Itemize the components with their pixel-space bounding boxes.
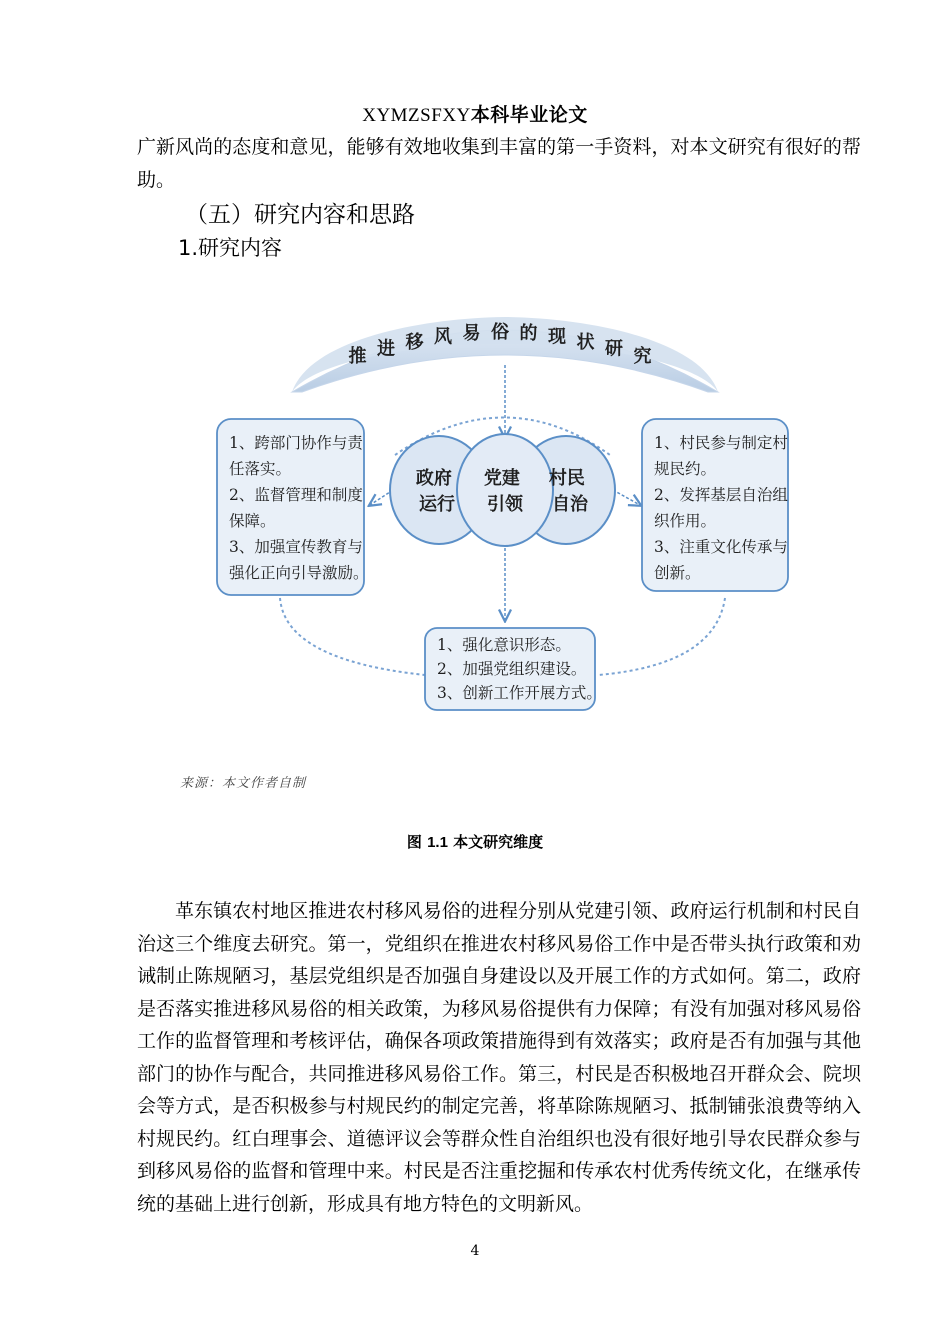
bottom-box-text: 1、强化意识形态。 2、加强党组织建设。 3、创新工作开展方式。 (437, 636, 602, 702)
section-heading: （五）研究内容和思路 (185, 202, 415, 228)
arc-title-char: 现 (548, 326, 571, 348)
body-paragraph: 革东镇农村地区推进农村移风易俗的进程分别从党建引领、政府运行机制和村民自治这三个维度去研究。第一，党组织在推进农村移风易俗工作中是否带头执行政策和劝诫制止陈规陋习，基层党组织是否加强自身建设以及开展工作的方式如何。第二，政府是否落实推进移风易俗的相关政策，为移风易俗提供有力保障；有没有加强对移风易俗工作的监督管理和考核评估，确保各项政策措施得到有效落实；政府是否有加强与其他部门的协作与配合，共同推进移风易俗工作。第三，村民是否积极地召开群众会、院坝会等方式，是否积极参与村规民约的制定完善，将革除陈规陋习、抵制铺张浪费等纳入村规民约。红白理事会、道德评议会等群众性自治组织也没有很好地引导农民群众参与到移风易俗的监督和管理中来。村民是否注重挖掘和传承农村优秀传统文化，在继承传统的基础上进行创新，形成具有地方特色的文明新风。 (137, 900, 861, 1215)
intro-paragraph: 广新风尚的态度和意见，能够有效地收集到丰富的第一手资料，对本文研究有很好的帮助。 (137, 136, 861, 191)
figure-caption (0, 831, 950, 852)
arc-title-char: 俗 (491, 322, 514, 343)
circle-government-label: 政府 运行 (415, 468, 455, 515)
figure-number: 1.1 (427, 834, 448, 851)
arc-title-char: 推 (348, 346, 372, 367)
arc-title-char: 的 (519, 323, 543, 345)
arc-title-char: 状 (576, 331, 600, 353)
dashed-connector-bottom-right (598, 598, 725, 675)
circle-villagers-label: 村民 自治 (548, 468, 588, 515)
header-chinese: 本科毕业论文 (470, 104, 588, 126)
arc-title-char: 移 (405, 331, 429, 353)
figure-label: 图 (406, 833, 428, 851)
circle-party (457, 434, 553, 546)
source-note: 来源：本文作者自制 (180, 776, 307, 791)
figure-title: 本文研究维度 (447, 833, 544, 851)
arrow-to-right-box (613, 490, 640, 505)
right-box-text: 1、村民参与制定村 规民约。 2、发挥基层自治组 织作用。 3、注重文化传承与 创新。 (654, 434, 788, 582)
circle-party-label: 党建 引领 (483, 468, 523, 515)
arc-title-char: 易 (462, 323, 486, 345)
arc-title-char: 研 (605, 338, 628, 360)
arc-title-char: 风 (434, 326, 457, 348)
page-number: 4 (470, 1243, 480, 1259)
subsection-heading: 1.研究内容 (178, 236, 283, 260)
dashed-connector-bottom-left (280, 598, 425, 675)
left-box-text: 1、跨部门协作与责 任落实。 2、监督管理和制度 保障。 3、加强宣传教育与 强化正向引导激励。 (229, 434, 369, 582)
arc-title-char: 究 (633, 346, 657, 367)
arc-title-char: 进 (377, 338, 400, 360)
header-latin: XYMZSFXY (362, 105, 471, 126)
